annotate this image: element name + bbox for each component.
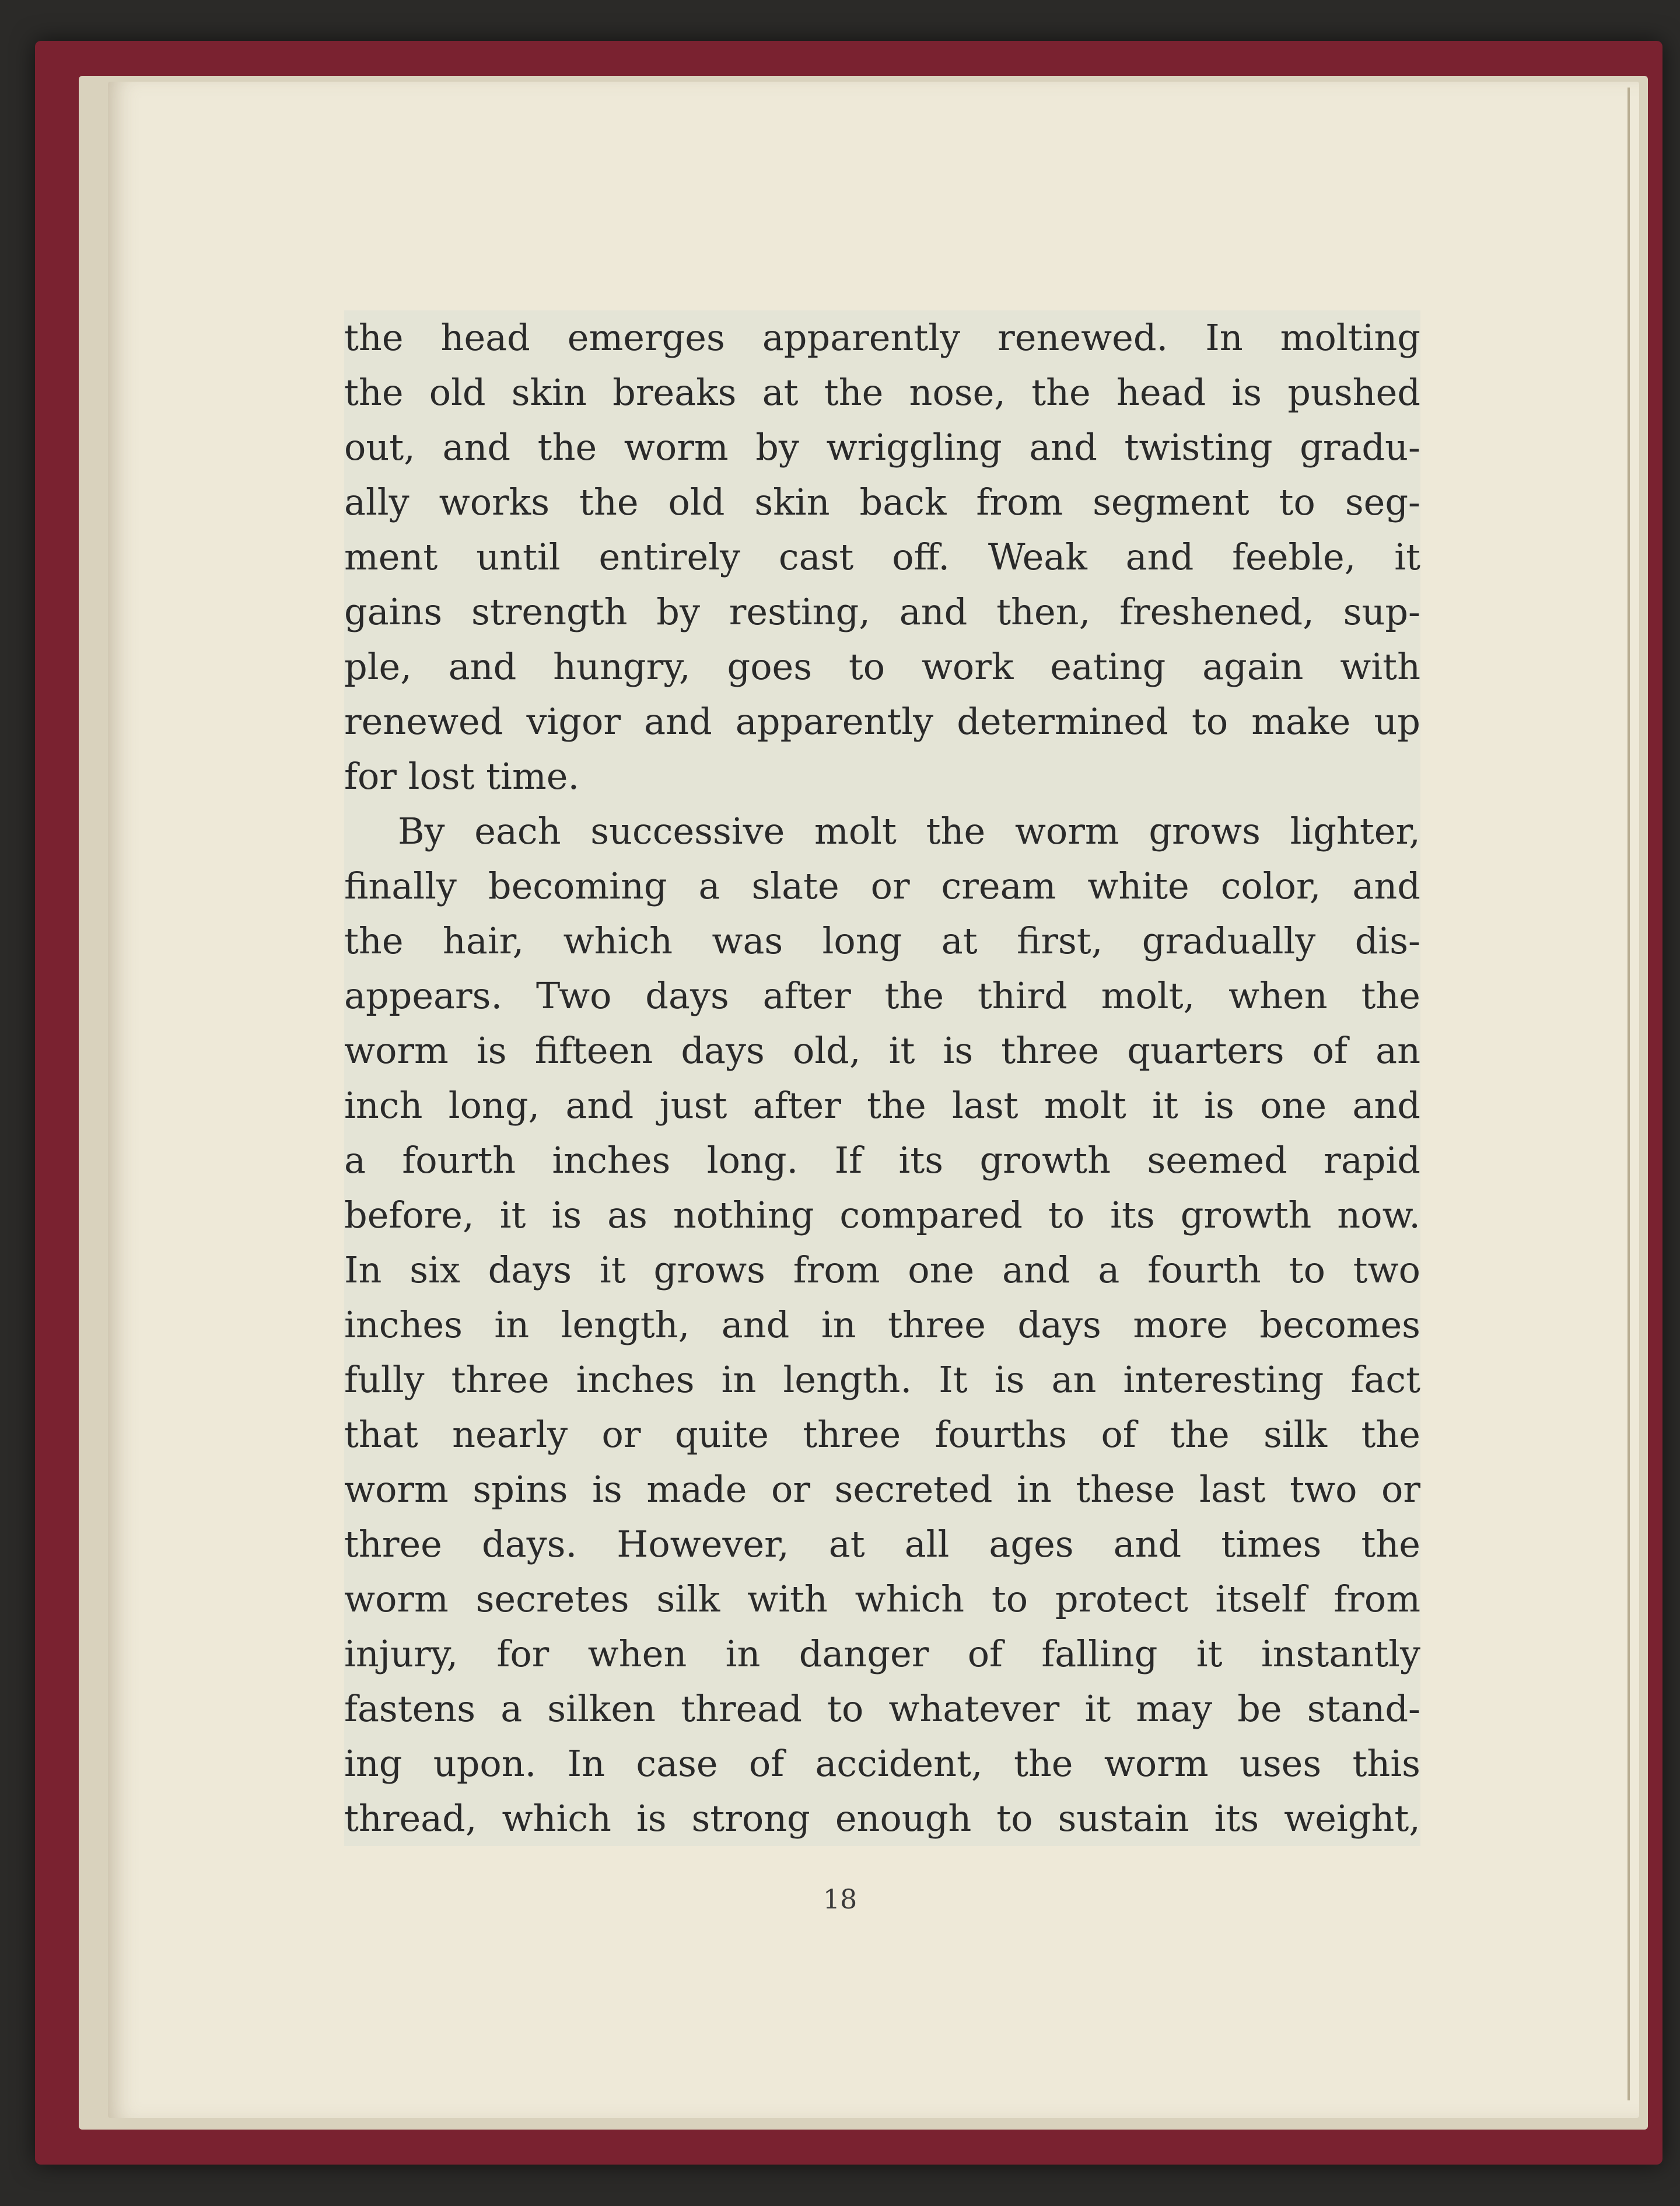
text-line: worm is fifteen days old, it is three quarters of an [344,1029,1420,1072]
text-line: In six days it grows from one and a fourth to two [344,1249,1420,1291]
text-line: inch long, and just after the last molt it is one and [344,1084,1420,1127]
text-line: the old skin breaks at the nose, the head is pushed [344,371,1420,414]
body-text [344,310,1420,1846]
text-line: the head emerges apparently renewed. In molting [344,316,1420,359]
text-line: ing upon. In case of accident, the worm uses this [344,1742,1420,1785]
text-line: worm spins is made or secreted in these last two or [344,1468,1420,1511]
text-line: that nearly or quite three fourths of the silk the [344,1413,1420,1456]
text-line: thread, which is strong enough to sustain its weight, [344,1797,1420,1840]
page-number: 18 [822,1883,858,1915]
text-line: injury, for when in danger of falling it instantly [344,1632,1420,1675]
text-line: worm secretes silk with which to protect itself from [344,1578,1420,1620]
text-line: the hair, which was long at first, gradually dis- [344,920,1420,962]
text-line: for lost time. [344,755,580,798]
text-line: three days. However, at all ages and times the [344,1523,1420,1565]
text-line: gains strength by resting, and then, freshened, sup- [344,590,1420,633]
next-page-edge [1628,88,1630,2100]
text-line: fully three inches in length. It is an interesting fact [344,1358,1420,1401]
text-line: fastens a silken thread to whatever it may be stand- [344,1687,1420,1730]
text-line: before, it is as nothing compared to its growth now. [344,1194,1420,1236]
text-line: ple, and hungry, goes to work eating again with [344,645,1420,688]
text-line: renewed vigor and apparently determined to make up [344,700,1420,743]
text-line: a fourth inches long. If its growth seemed rapid [344,1139,1420,1181]
text-line: ally works the old skin back from segment to seg- [344,481,1420,523]
text-line: finally becoming a slate or cream white color, and [344,865,1420,907]
text-line: inches in length, and in three days more becomes [344,1303,1420,1346]
text-line: appears. Two days after the third molt, when the [344,974,1420,1017]
text-line: out, and the worm by wriggling and twisting gradu- [344,426,1420,469]
text-line: ment until entirely cast off. Weak and feeble, it [344,536,1420,578]
text-line: By each successive molt the worm grows lighter, [398,810,1420,852]
